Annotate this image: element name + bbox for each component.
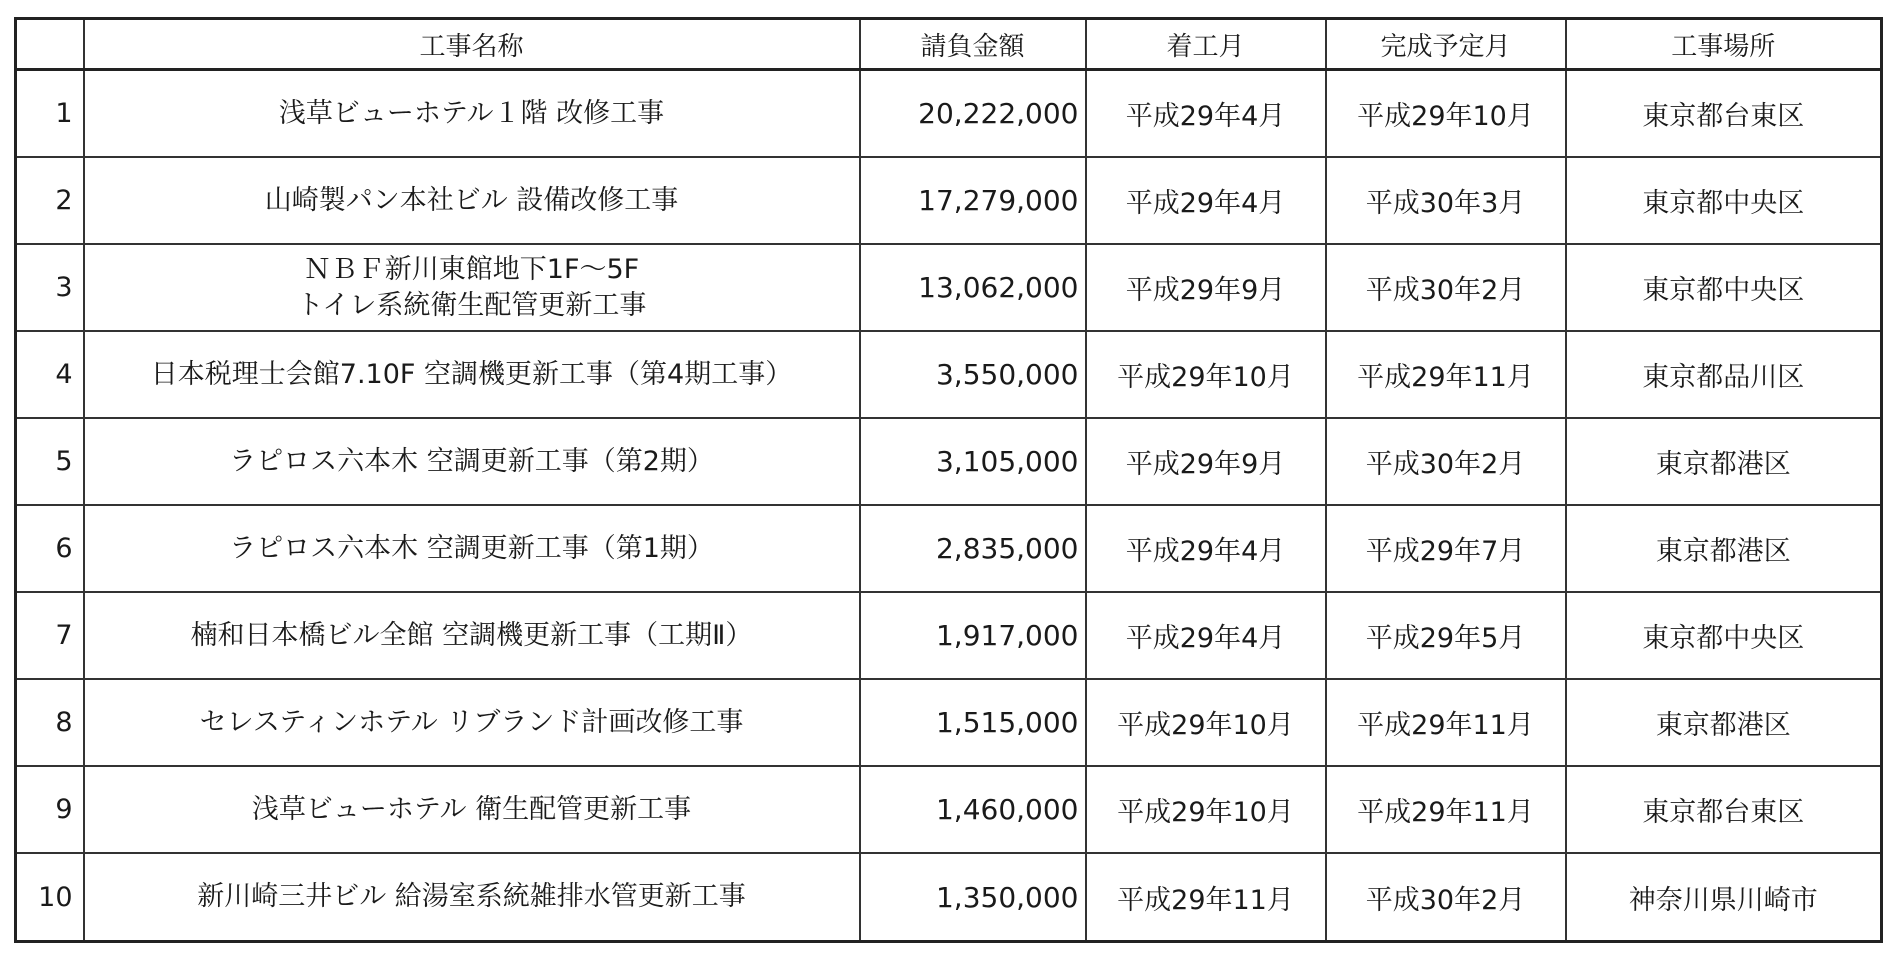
work-name-line: 浅草ビューホテル 衛生配管更新工事	[251, 793, 692, 825]
start-month: 平成29年10月	[1086, 331, 1326, 418]
table-row	[16, 331, 1882, 418]
work-location: 東京都品川区	[1566, 331, 1882, 418]
contract-amount: 2,835,000	[860, 505, 1086, 592]
completion-month: 平成29年11月	[1326, 331, 1566, 418]
work-location: 東京都港区	[1566, 418, 1882, 505]
row-number: 5	[16, 418, 84, 505]
work-location: 東京都中央区	[1566, 592, 1882, 679]
work-name-line: 山崎製パン本社ビル 設備改修工事	[264, 184, 679, 216]
completion-month: 平成29年11月	[1326, 679, 1566, 766]
table-row	[16, 853, 1882, 942]
table-row	[16, 244, 1882, 331]
contract-amount: 17,279,000	[860, 157, 1086, 244]
work-name	[84, 592, 860, 679]
work-location: 東京都港区	[1566, 679, 1882, 766]
completion-month: 平成30年2月	[1326, 853, 1566, 942]
completion-month: 平成30年2月	[1326, 244, 1566, 331]
start-month: 平成29年4月	[1086, 157, 1326, 244]
start-month: 平成29年4月	[1086, 70, 1326, 158]
start-month: 平成29年10月	[1086, 766, 1326, 853]
row-number: 1	[16, 70, 84, 158]
work-name-line: ラピロス六本木 空調更新工事（第1期）	[229, 532, 714, 564]
table-row	[16, 505, 1882, 592]
contract-amount: 1,917,000	[860, 592, 1086, 679]
contract-amount: 3,105,000	[860, 418, 1086, 505]
construction-works-table	[14, 17, 1883, 943]
work-name	[84, 331, 860, 418]
row-number: 9	[16, 766, 84, 853]
table-row	[16, 592, 1882, 679]
start-month: 平成29年4月	[1086, 505, 1326, 592]
work-location: 東京都港区	[1566, 505, 1882, 592]
header-no	[16, 19, 84, 70]
row-number: 2	[16, 157, 84, 244]
header-row	[16, 19, 1882, 70]
header-end-month: 完成予定月	[1326, 19, 1566, 70]
work-name-line: 新川崎三井ビル 給湯室系統雑排水管更新工事	[197, 881, 746, 913]
work-name	[84, 418, 860, 505]
row-number: 6	[16, 505, 84, 592]
header-amount: 請負金額	[860, 19, 1086, 70]
start-month: 平成29年9月	[1086, 418, 1326, 505]
header-name: 工事名称	[84, 19, 860, 70]
completion-month: 平成29年7月	[1326, 505, 1566, 592]
work-name	[84, 766, 860, 853]
contract-amount: 13,062,000	[860, 244, 1086, 331]
start-month: 平成29年9月	[1086, 244, 1326, 331]
table-row	[16, 157, 1882, 244]
header-start-month: 着工月	[1086, 19, 1326, 70]
work-name	[84, 679, 860, 766]
contract-amount: 3,550,000	[860, 331, 1086, 418]
work-location: 東京都台東区	[1566, 766, 1882, 853]
work-name-line: ラピロス六本木 空調更新工事（第2期）	[229, 445, 714, 477]
completion-month: 平成29年11月	[1326, 766, 1566, 853]
work-name-line: 浅草ビューホテル１階 改修工事	[278, 97, 665, 129]
work-location: 東京都台東区	[1566, 70, 1882, 158]
work-name-line: セレスティンホテル リブランド計画改修工事	[199, 706, 744, 738]
table-row	[16, 418, 1882, 505]
row-number: 7	[16, 592, 84, 679]
completion-month: 平成30年2月	[1326, 418, 1566, 505]
work-name	[84, 853, 860, 942]
contract-amount: 1,350,000	[860, 853, 1086, 942]
work-location: 東京都中央区	[1566, 244, 1882, 331]
work-name	[84, 505, 860, 592]
start-month: 平成29年4月	[1086, 592, 1326, 679]
header-place: 工事場所	[1566, 19, 1882, 70]
work-location: 神奈川県川崎市	[1566, 853, 1882, 942]
table-row	[16, 679, 1882, 766]
row-number: 10	[16, 853, 84, 942]
completion-month: 平成29年10月	[1326, 70, 1566, 158]
table-row	[16, 766, 1882, 853]
contract-amount: 1,515,000	[860, 679, 1086, 766]
completion-month: 平成29年5月	[1326, 592, 1566, 679]
start-month: 平成29年11月	[1086, 853, 1326, 942]
row-number: 3	[16, 244, 84, 331]
contract-amount: 1,460,000	[860, 766, 1086, 853]
contract-amount: 20,222,000	[860, 70, 1086, 158]
start-month: 平成29年10月	[1086, 679, 1326, 766]
work-name	[84, 70, 860, 158]
work-name-line: 日本税理士会館7.10F 空調機更新工事（第4期工事）	[150, 358, 793, 390]
work-name-line: トイレ系統衛生配管更新工事	[296, 289, 647, 321]
work-name-line: 楠和日本橋ビル全館 空調機更新工事（工期Ⅱ）	[190, 619, 753, 651]
completion-month: 平成30年3月	[1326, 157, 1566, 244]
work-name	[84, 244, 860, 331]
table-row	[16, 70, 1882, 158]
work-location: 東京都中央区	[1566, 157, 1882, 244]
row-number: 4	[16, 331, 84, 418]
table-body	[16, 70, 1882, 942]
work-name	[84, 157, 860, 244]
row-number: 8	[16, 679, 84, 766]
work-name-line: ＮＢＦ新川東館地下1F～5F	[303, 254, 640, 286]
